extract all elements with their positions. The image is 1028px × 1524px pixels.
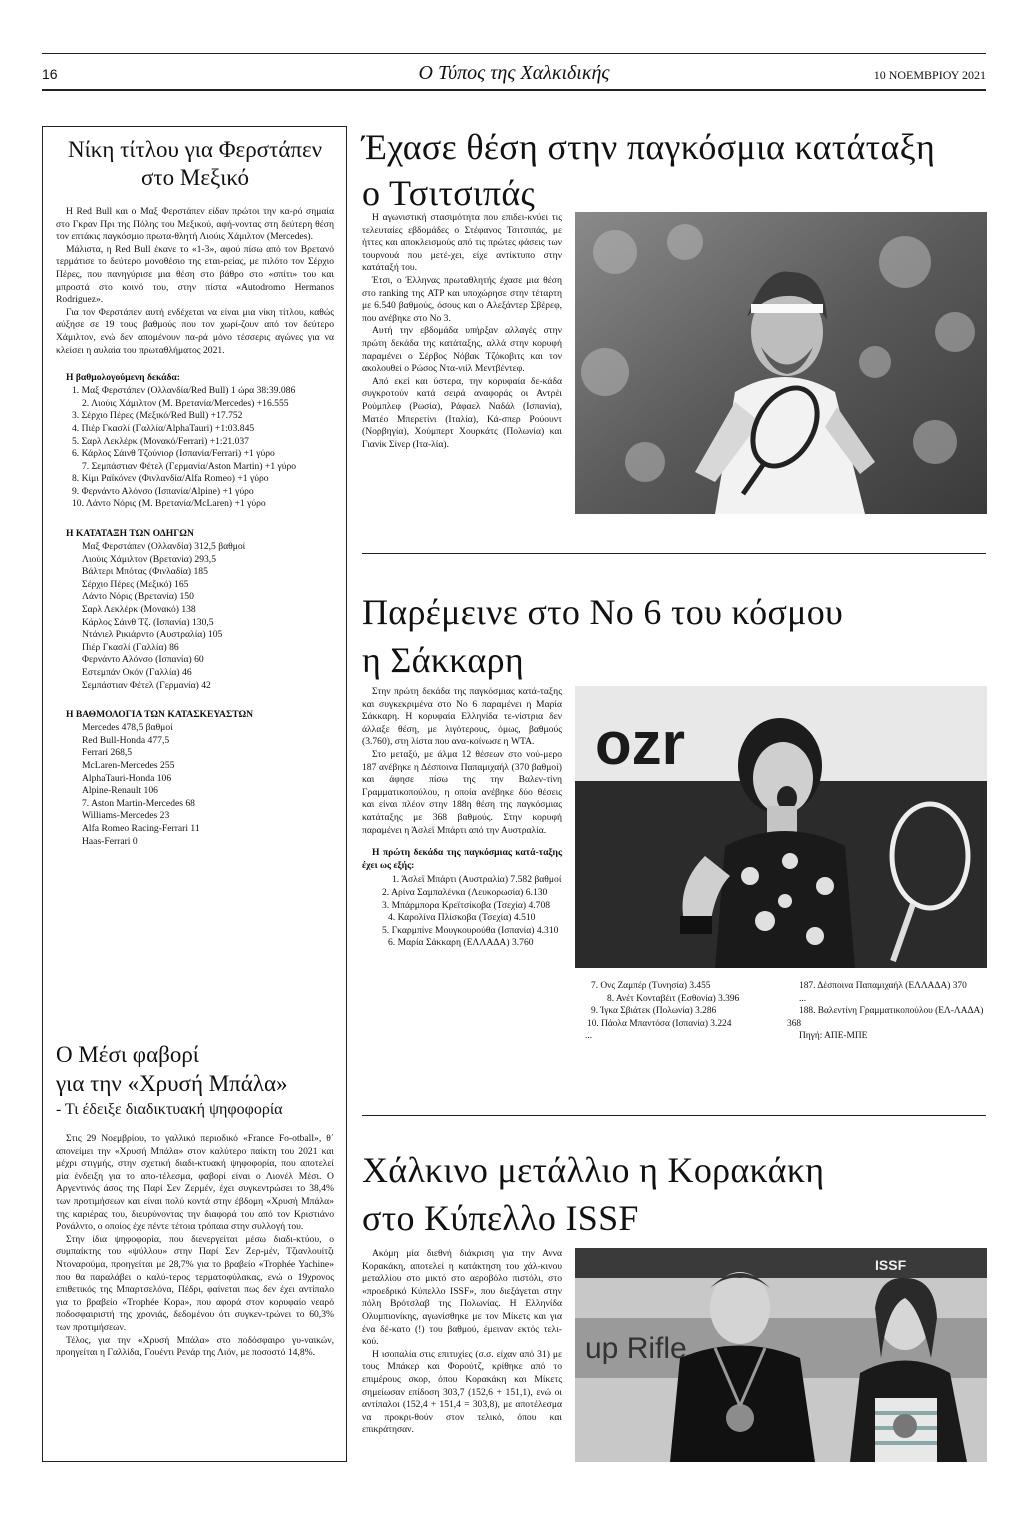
verstappen-title — [56, 136, 334, 192]
verstappen-paragraph: Για τον Φερστάπεν αυτή ενδέχεται να είναι μια νίκη τίτλου, καθώς αύξησε σε 19 τους βαθμούς που τον χωρί-ζουν από τον δεύτερο Χάμιλτον, ενώ δεν απομένουν πα-ρά μόνο τέσσερις αγώνες για να κλείσει η αυλαία του πρωταθλήματος 2021. — [56, 306, 334, 356]
verstappen-article — [56, 136, 334, 848]
list-item: Λιούις Χάμιλτον (Βρετανία) 293,5 — [82, 553, 216, 565]
korakaki-body — [362, 1248, 562, 1437]
sakkari-photo-banner-text: ozr — [595, 710, 685, 777]
verstappen-paragraph: Μάλιστα, η Red Bull έκανε το «1-3», αφού πίσω από τον Βρετανό τερμάτισε το δεύτερο μονοθέσιο της εται-ρείας, με πιλότο τον Σέρχιο Πέρες, που πανηγύρισε μια θέση στο βάθρο στο «σπίτι» του και μπροστά στο κοινό του, στην πίστα «Autodromo Hermanos Rodriguez». — [56, 243, 334, 306]
tsitsipas-title-line2: ο Τσιτσιπάς — [362, 173, 536, 213]
list-item: Σέρχιο Πέρες (Μεξικό) 165 — [82, 578, 189, 590]
list-item: Μαξ Φερστάπεν (Ολλανδία) 312,5 βαθμοί — [82, 541, 246, 553]
list-item: 7. Aston Martin-Mercedes 68 — [82, 797, 195, 809]
korakaki-title-line1: Χάλκινο μετάλλιο η Κορακάκη — [362, 1150, 825, 1190]
paper-title: Ο Τύπος της Χαλκιδικής — [418, 62, 610, 84]
list-item: Williams-Mercedes 23 — [82, 810, 170, 822]
sakkari-title-line2: η Σάκκαρη — [362, 640, 524, 680]
tsitsipas-paragraph: Η αγωνιστική στασιμότητα που επιδει-κνύει τις τελευταίες εβδομάδες ο Στέφανος Τσιτσιπάς, με ήττες και αποκλεισμούς από τις πρώτες φάσεις των τουρνουά που μετέ-χει, είχε αντίκτυπο στην κατάταξή του. — [362, 212, 562, 274]
list-item: Σεμπάστιαν Φέτελ (Γερμανία) 42 — [82, 679, 211, 691]
list-item: AlphaTauri-Honda 106 — [82, 772, 172, 784]
list-item: Φερνάντο Αλόνσο (Ισπανία) 60 — [82, 654, 204, 666]
list-item: 8. Ανέτ Κονταβέιτ (Εσθονία) 3.396 — [607, 993, 740, 1004]
list-item: 6. Κάρλος Σάινθ Τζούνιορ (Ισπανία/Ferrari) +1 γύρο — [72, 448, 275, 460]
messi-title-line1: Ο Μέσι φαβορί — [56, 1042, 199, 1067]
list-item: 10. Πάολα Μπαντόσα (Ισπανία) 3.224 — [587, 1018, 732, 1029]
verstappen-title-line2: στο Μεξικό — [140, 165, 250, 190]
list-item: 9. Ίγκα Σβιάτεκ (Πολωνία) 3.286 — [591, 1006, 717, 1017]
list-item: 4. Πιέρ Γκασλί (Γαλλία/AlphaTauri) +1:03.845 — [72, 422, 255, 434]
messi-title-line2: για την «Χρυσή Μπάλα» — [56, 1071, 288, 1096]
korakaki-paragraph: Ακόμη μία διεθνή διάκριση για την Αννα Κορακάκη, αποτελεί η κατάκτηση του χάλ-κινου μεταλλίου στο μικτό στο αεροβόλο πιστόλι, στο «προεδρικό Κύπελλο ISSF», που διεξάγεται στην πόλη Βρότσλαβ της Πολωνίας. Η Ελληνίδα Ολυμπιονίκης, αγωνίσθηκε με τον Μίκετς και για ένα δέ-κατο (!) του βαθμού, έμειναν εκτός τελι-κού. — [362, 1248, 562, 1348]
korakaki-photo-banner: ISSF — [875, 1257, 907, 1273]
list-item: Πιέρ Γκασλί (Γαλλία) 86 — [82, 641, 179, 653]
list-item: ... — [799, 993, 807, 1004]
list-item: Ντάνιελ Ρικιάρντο (Αυστραλία) 105 — [82, 629, 223, 641]
list-item: 1. Άσλεϊ Μπάρτι (Αυστραλία) 7.582 βαθμοί — [392, 874, 562, 886]
list-item: 10. Λάντο Νόρις (Μ. Βρετανία/McLaren) +1 γύρο — [72, 498, 266, 510]
tsitsipas-paragraph: Από εκεί και ύστερα, την κορυφαία δε-κάδα συγκροτούν κατά σειρά αναφοράς οι Αντρέι Ρούμπλεφ (Ρωσία), Ράφαελ Ναδάλ (Ισπανία), Ματέο Μπερετίνι (Ιταλία), Κά-σπερ Ρούουντ (Νορβηγία), Χούμπερτ Χουρκάτς (Πολωνία) και Γιανίκ Σίνερ (Ιτα-λία). — [362, 375, 562, 450]
wta-list-col2 — [575, 980, 775, 1043]
constructors-standings-list — [56, 722, 334, 848]
korakaki-photo-wall-text: up Rifle — [585, 1332, 687, 1365]
list-item: Βάλτερι Μπότας (Φινλαδία) 185 — [82, 566, 208, 578]
list-item: Haas-Ferrari 0 — [82, 835, 138, 847]
tsitsipas-body — [362, 212, 562, 451]
messi-title — [56, 1040, 334, 1098]
list-item: 8. Κίμι Ραϊκόνεν (Φινλανδία/Alfa Romeo) +1 γύρο — [72, 473, 269, 485]
list-item: Κάρλος Σάινθ Τζ. (Ισπανία) 130,5 — [82, 616, 214, 628]
list-item: Εστεμπάν Οκόν (Γαλλία) 46 — [82, 667, 192, 678]
list-item: Σαρλ Λεκλέρκ (Μονακό) 138 — [82, 604, 196, 616]
wta-list-col3 — [787, 980, 987, 1043]
tsitsipas-photo — [575, 212, 987, 514]
list-item: Alfa Romeo Racing-Ferrari 11 — [82, 822, 200, 834]
korakaki-photo — [575, 1248, 987, 1462]
drivers-heading: Η ΚΑΤΑΤΑΞΗ ΤΩΝ ΟΔΗΓΩΝ — [66, 528, 194, 540]
list-item: Red Bull-Honda 477,5 — [82, 734, 170, 746]
issue-date: 10 ΝΟΕΜΒΡΙΟΥ 2021 — [873, 68, 986, 82]
messi-article — [56, 1040, 334, 1360]
list-item: 6. Μαρία Σάκκαρη (ΕΛΛΑΔΑ) 3.760 — [388, 937, 534, 949]
sakkari-paragraph: Στο μεταξύ, με άλμα 12 θέσεων στο νού-μερο 187 ανέβηκε η Δέσποινα Παπαμιχαήλ (370 βαθμοί) και άφησε πίσω της την Βαλεν-τίνη Γραμματικοπούλου, η οποία ανέβηκε δύο θέσεις και είναι πλέον στην 188η θέση της παγκόσμιας κατάταξης με 368 βαθμούς. Στην κορυφή παραμένει η Άσλεϊ Μπάρτι από την Αυστραλία. — [362, 748, 562, 836]
drivers-standings-list — [56, 541, 334, 692]
messi-paragraph: Στις 29 Νοεμβρίου, το γαλλικό περιοδικό «France Fo-otball», θ΄ απονείμει την «Χρυσή Μπάλα» στον καλύτερο παίκτη του 2021 και μέχρι στιγμής, στην σχετική διαδι-κτυακή ψηφοφορία, που αποτελεί μία ένδειξη για το απο-τέλεσμα, φαβορί είναι ο Λιονέλ Μέσι. Ο Αργεντινός άσος της Παρί Σεν Ζερμέν, έχει συγκεντρώσει το 38,4% των προτιμήσεων και είναι πολύ κοντά στην έβδομη «Χρυσή Μπάλα» της καριέρας του, διευρύνοντας την διαφορά του από τον Κριστιάνο Ρονάλντο, ο οποίος έχε πέντε τέτοια τρόπαια στην συλλογή του. — [56, 1133, 334, 1233]
tsitsipas-title — [362, 124, 992, 216]
list-item: 3. Σέρχιο Πέρες (Μεξικό/Red Bull) +17.752 — [72, 410, 243, 422]
korakaki-title-line2: στο Κύπελλο ISSF — [362, 1198, 639, 1238]
list-source: Πηγή: ΑΠΕ-ΜΠΕ — [799, 1031, 868, 1042]
list-item: 188. Βαλεντίνη Γραμματικοπούλου (ΕΛ-ΛΑΔΑ) 368 — [787, 1006, 984, 1029]
verstappen-title-line1: Νίκη τίτλου για Φερστάπεν — [67, 137, 323, 162]
list-item: 7. Ονς Ζαμπέρ (Τυνησία) 3.455 — [591, 981, 711, 991]
sakkari-body — [362, 686, 562, 950]
list-item: 187. Δέσποινα Παπαμιχαήλ (ΕΛΛΑΔΑ) 370 — [799, 981, 967, 991]
list-item: 5. Γκαρμπίνε Μουγκουρούθα (Ισπανία) 4.310 — [382, 924, 559, 936]
wta-top-list — [362, 874, 562, 950]
race-ranking-list — [56, 385, 334, 511]
list-item: 1. Μαξ Φερστάπεν (Ολλανδία/Red Bull) 1 ώρα 38:39.086 — [72, 385, 296, 397]
list-item: 7. Σεμπάστιαν Φέτελ (Γερμανία/Aston Martin) +1 γύρο — [82, 460, 297, 472]
list-item: McLaren-Mercedes 255 — [82, 759, 175, 771]
list-item: Mercedes 478,5 βαθμοί — [82, 722, 173, 734]
constructors-heading: Η ΒΑΘΜΟΛΟΓΙΑ ΤΩΝ ΚΑΤΑΣΚΕΥΑΣΤΩΝ — [66, 709, 254, 721]
list-item: 5. Σαρλ Λεκλέρκ (Μονακό/Ferrari) +1:21.037 — [72, 435, 249, 447]
ranking-heading: Η βαθμολογούμενη δεκάδα: — [66, 372, 180, 384]
messi-subtitle: - Τι έδειξε διαδικτυακή ψηφοφορία — [56, 1101, 283, 1118]
list-item: ... — [585, 1031, 593, 1042]
list-item: 3. Μπάρμπορα Κρεϊτσίκοβα (Τσεχία) 4.708 — [382, 899, 551, 911]
sakkari-title — [362, 588, 992, 684]
tsitsipas-paragraph: Έτσι, ο Έλληνας πρωταθλητής έχασε μια θέση στο ranking της ATP και υποχώρησε στην τέταρτη με 6.540 βαθμούς, όσους και ο Αλεξάντερ Σβέρεφ, που ανέβηκε στο Νο 3. — [362, 274, 562, 324]
list-item: Λάντο Νόρις (Βρετανία) 150 — [82, 591, 194, 603]
sakkari-title-line1: Παρέμεινε στο Νο 6 του κόσμου — [362, 592, 844, 632]
korakaki-title — [362, 1146, 992, 1242]
messi-paragraph: Στην ίδια ψηφοφορία, που διενεργείται μέσω διαδι-κτύου, ο συμπαίκτης του «ψύλλου» στην Παρί Σεν Ζερ-μέν, Τζιανλουίτζι Ντοναρούμα, προηγείται με 28,7% για το βραβείο «Trophée Yachine» που θα παραλάβει ο καλύ-τερος τερματοφύλακας, ενώ ο 19χρονος επιθετικός της Μπαρτσελόνα, Πέδρι, φαίνεται πως δεν έχει αντίπαλο για το βραβείο «Trophée Kopa», που αφορά στον κορυφαίο νεαρό ποδοσφαιριστή της χρονιάς, δεδομένου ότι συγκεν-τρώνει το 60,3% των προτιμήσεων. — [56, 1233, 334, 1333]
list-item: Ferrari 268,5 — [82, 747, 133, 759]
verstappen-paragraph: Η Red Bull και ο Μαξ Φερστάπεν είδαν πρώτοι την κα-ρό σημαία στο Γκραν Πρι της Πόλης του Μεξικού, αφή-νοντας στη δεύτερη θέση τον επτάκις παγκόσμιο πρωτα-θλητή Λιούις Χάμιλτον (Mercedes). — [56, 206, 334, 243]
sakkari-photo — [575, 686, 987, 968]
tsitsipas-paragraph: Αυτή την εβδομάδα υπήρξαν αλλαγές στην πρώτη δεκάδα της κατάταξης, αλλά στην κορυφή παραμένει ο Σέρβος Νόβακ Τζόκοβιτς και τον ακολουθεί ο Ρώσος Ντα-νιίλ Μεντβέντεφ. — [362, 325, 562, 375]
sakkari-paragraph: Στην πρώτη δεκάδα της παγκόσμιας κατά-ταξης και συγκεκριμένα στο Νο 6 παραμένει η Μαρία Σάκκαρη. Η κορυφαία Ελληνίδα τε-νίστρια δεν άλλαξε θέση, με λιγότερους, όμως, βαθμούς (3.760), στη λίστα που ανα-κοίνωσε η WTA. — [362, 686, 562, 748]
list-item: 2. Αρίνα Σαμπαλένκα (Λευκορωσία) 6.130 — [382, 886, 548, 898]
page-number: 16 — [42, 66, 58, 82]
list-item: 9. Φερνάντο Αλόνσο (Ισπανία/Alpine) +1 γύρο — [72, 485, 254, 497]
list-item: 4. Καρολίνα Πλίσκοβα (Τσεχία) 4.510 — [388, 912, 536, 924]
list-item: Alpine-Renault 106 — [82, 785, 158, 797]
messi-paragraph: Τέλος, για την «Χρυσή Μπάλα» στο ποδόσφαιρο γυ-ναικών, προηγείται η Γαλλίδα, Γουέντι Ρενάρ της Λιόν, με ποσοστό 14,8%. — [56, 1334, 334, 1359]
korakaki-paragraph: Η ισοπαλία στις επιτυχίες (σ.σ. είχαν από 31) με τους Μπάκερ και Φορούτζ, κρίθηκε από το επιμέρους σκορ, όπου Κορακάκη και Μίκετς σημείωσαν επίδοση 303,7 (152,6 + 151,1), ενώ οι αντίπαλοι (152,4 + 151,4 = 303,8), με αποτέλεσμα να προκρι-θούν στον τελικό, όπου και επικράτησαν. — [362, 1348, 562, 1436]
tsitsipas-title-line1: Έχασε θέση στην παγκόσμια κατάταξη — [362, 127, 936, 167]
sakkari-list-heading: Η πρώτη δεκάδα της παγκόσμιας κατά-ταξης έχει ως εξής: — [362, 847, 562, 871]
list-item: 2. Λιούις Χάμιλτον (Μ. Βρετανία/Mercedes) +16.555 — [82, 397, 289, 409]
